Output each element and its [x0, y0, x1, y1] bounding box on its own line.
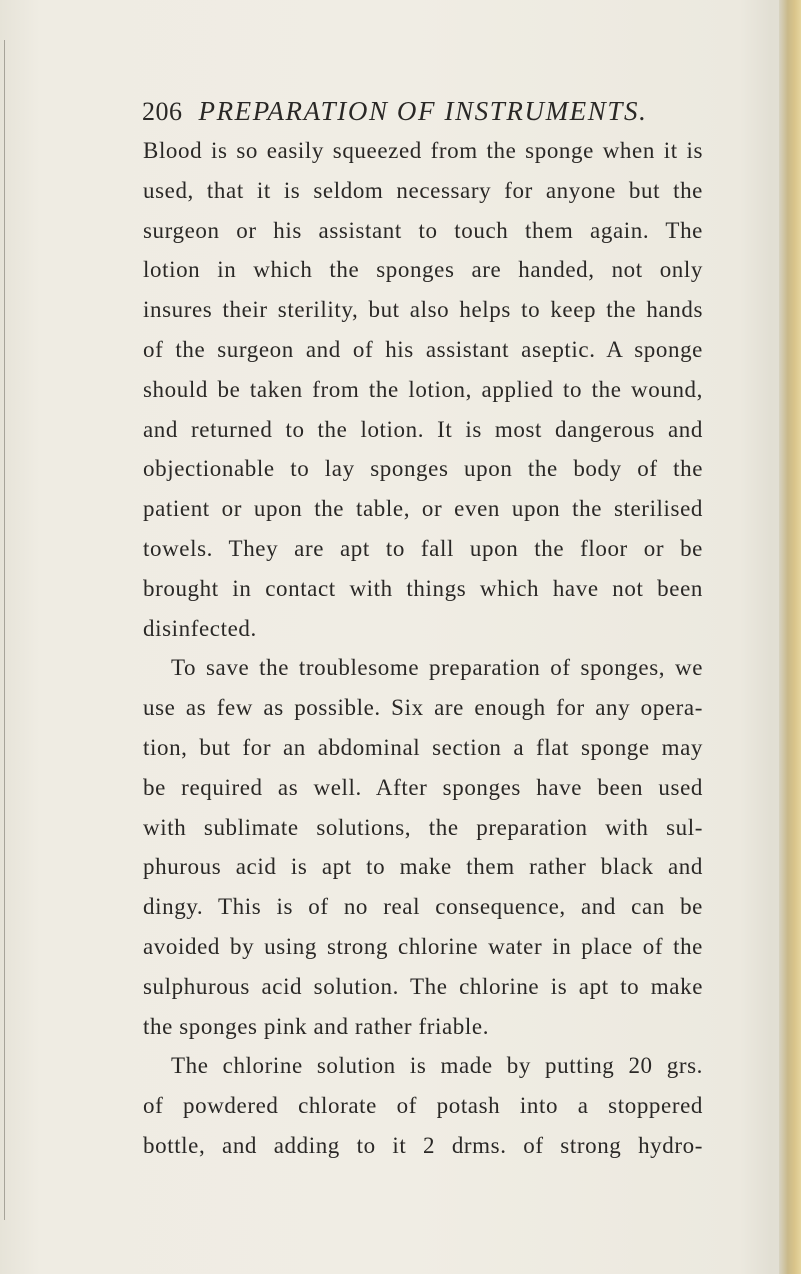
text-line: tion, but for an abdominal section a flat sponge may: [143, 734, 703, 760]
text-line: sulphurous acid solution. The chlorine is apt to make: [143, 973, 703, 999]
text-line: patient or upon the table, or even upon the sterilised: [143, 496, 703, 522]
text-line: with sublimate solutions, the preparation with sul-: [143, 814, 703, 840]
text-line-paragraph-end: the sponges pink and rather friable.: [143, 1013, 490, 1039]
text-line-paragraph-start: The chlorine solution is made by putting 20 grs.: [171, 1053, 703, 1079]
text-line: and returned to the lotion. It is most dangerous and: [143, 416, 703, 442]
running-head: PREPARATION OF INSTRUMENTS.: [198, 96, 648, 126]
text-line: brought in contact with things which have not been: [143, 575, 703, 601]
text-line: dingy. This is of no real consequence, and can be: [143, 894, 703, 920]
text-line: should be taken from the lotion, applied to the wound,: [143, 376, 703, 402]
text-line: phurous acid is apt to make them rather black and: [143, 854, 703, 880]
text-line-paragraph-start: To save the troublesome preparation of sponges, we: [171, 655, 703, 681]
text-line: use as few as possible. Six are enough for any opera-: [143, 695, 703, 721]
page-left-edge: [4, 40, 5, 1220]
text-line: be required as well. After sponges have been used: [143, 774, 703, 800]
page-number: 206: [142, 97, 183, 126]
page-binding-edge: [779, 0, 801, 1274]
text-line: objectionable to lay sponges upon the body of the: [143, 456, 703, 482]
text-line: insures their sterility, but also helps to keep the hands: [143, 297, 703, 323]
text-line: bottle, and adding to it 2 drms. of strong hydro-: [143, 1132, 703, 1158]
text-line: of powdered chlorate of potash into a stoppered: [143, 1093, 703, 1119]
text-line: towels. They are apt to fall upon the floor or be: [143, 535, 703, 561]
text-line: of the surgeon and of his assistant aseptic. A sponge: [143, 336, 703, 362]
text-line-paragraph-end: disinfected.: [143, 615, 257, 641]
text-line: surgeon or his assistant to touch them again. The: [143, 217, 703, 243]
text-line: used, that it is seldom necessary for anyone but the: [143, 177, 703, 203]
text-line: lotion in which the sponges are handed, not only: [143, 257, 703, 283]
page-header: [142, 96, 702, 136]
text-line: avoided by using strong chlorine water in place of the: [143, 933, 703, 959]
text-line: Blood is so easily squeezed from the sponge when it is: [143, 138, 703, 163]
body-text: [143, 131, 703, 1166]
